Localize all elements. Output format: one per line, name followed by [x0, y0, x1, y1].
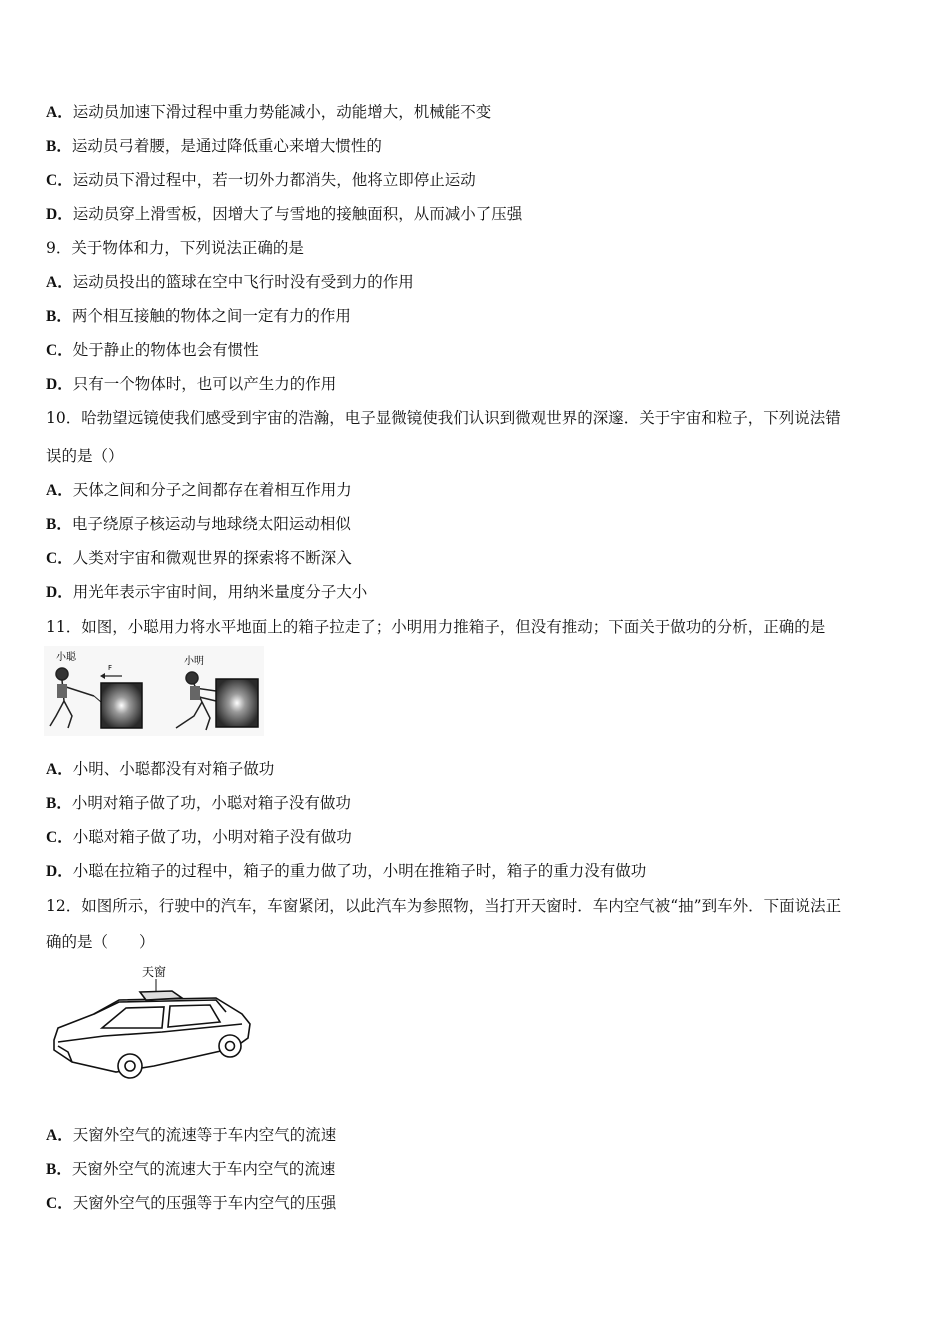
q11-stem: 11．如图，小聪用力将水平地面上的箱子拉走了；小明用力推箱子，但没有推动；下面关于做功的分析，正确的是: [46, 618, 826, 636]
q10-option-c: C．人类对宇宙和微观世界的探索将不断深入: [46, 549, 352, 567]
q11-option-d: D．小聪在拉箱子的过程中，箱子的重力做了功，小明在推箱子时，箱子的重力没有做功: [46, 862, 647, 880]
q8-option-c: C．运动员下滑过程中，若一切外力都消失，他将立即停止运动: [46, 171, 476, 189]
q9-option-a: A．运动员投出的篮球在空中飞行时没有受到力的作用: [46, 273, 414, 291]
force-label: F: [108, 664, 113, 672]
q11-option-b: B．小明对箱子做了功，小聪对箱子没有做功: [46, 794, 351, 812]
box-right: [216, 679, 258, 727]
q9-option-d: D．只有一个物体时，也可以产生力的作用: [46, 375, 337, 393]
q8-option-b: B．运动员弓着腰，是通过降低重心来增大惯性的: [46, 137, 382, 155]
sunroof-label: 天窗: [142, 965, 167, 979]
label-xiaocong: 小聪: [56, 652, 76, 663]
q8-option-a: A．运动员加速下滑过程中重力势能减小，动能增大，机械能不变: [46, 103, 492, 121]
car-icon: [54, 991, 250, 1078]
q12-figure: [44, 962, 256, 1092]
q10-option-a: A．天体之间和分子之间都存在着相互作用力: [46, 481, 352, 499]
box-left: [101, 683, 142, 728]
q11-figure: [44, 646, 264, 736]
q11-option-c: C．小聪对箱子做了功，小明对箱子没有做功: [46, 828, 352, 846]
label-xiaoming: 小明: [184, 656, 204, 667]
q10-option-d: D．用光年表示宇宙时间，用纳米量度分子大小: [46, 583, 368, 601]
q10-stem-line2: 误的是（）: [46, 447, 124, 465]
q12-stem-line2: 确的是（ ）: [46, 933, 155, 951]
q9-option-b: B．两个相互接触的物体之间一定有力的作用: [46, 307, 351, 325]
q9-option-c: C．处于静止的物体也会有惯性: [46, 341, 259, 359]
q12-option-b: B．天窗外空气的流速大于车内空气的流速: [46, 1160, 336, 1178]
q10-stem-line1: 10．哈勃望远镜使我们感受到宇宙的浩瀚，电子显微镜使我们认识到微观世界的深邃．关于宇宙和粒子，下列说法错: [46, 409, 841, 427]
q12-option-a: A．天窗外空气的流速等于车内空气的流速: [46, 1126, 337, 1144]
q11-option-a: A．小明、小聪都没有对箱子做功: [46, 760, 275, 778]
q12-option-c: C．天窗外空气的压强等于车内空气的压强: [46, 1194, 337, 1212]
q10-option-b: B．电子绕原子核运动与地球绕太阳运动相似: [46, 515, 351, 533]
q8-option-d: D．运动员穿上滑雪板，因增大了与雪地的接触面积，从而减小了压强: [46, 205, 523, 223]
q12-stem-line1: 12．如图所示，行驶中的汽车，车窗紧闭，以此汽车为参照物，当打开天窗时．车内空气被“抽”到车外．下面说法正: [46, 897, 842, 915]
q9-stem: 9．关于物体和力，下列说法正确的是: [46, 239, 304, 257]
